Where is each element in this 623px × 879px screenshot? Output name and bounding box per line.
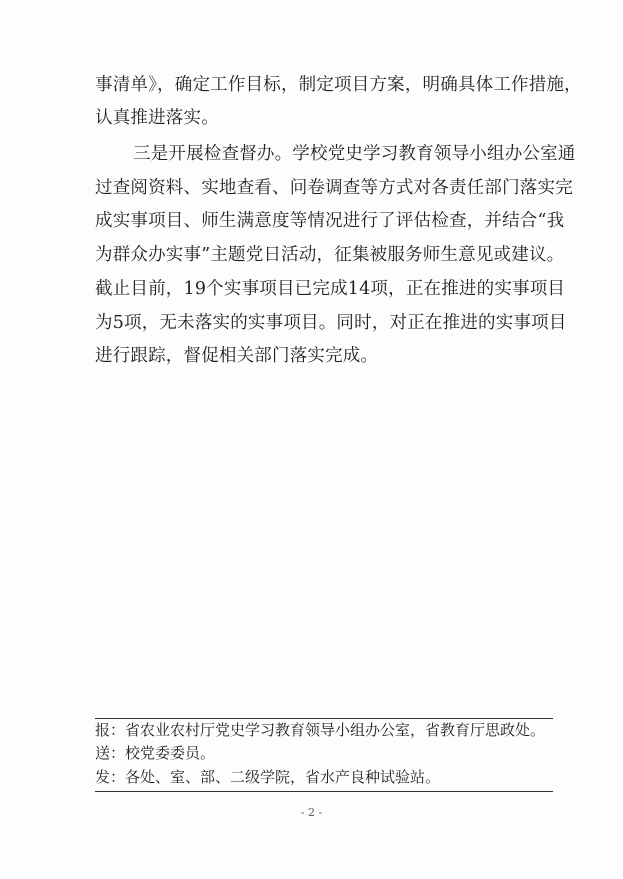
body-line-6: 为群众办实事”主题党日活动，征集被服务师生意见或建议。 <box>95 245 565 265</box>
report-to-line: 报：省农业农村厅党史学习教育领导小组办公室，省教育厅思政处。 <box>95 721 546 739</box>
body-line-8: 为5项，无未落实的实事项目。同时，对正在推进的实事项目 <box>95 313 567 333</box>
body-line-9: 进行跟踪，督促相关部门落实完成。 <box>95 346 379 366</box>
body-line-5: 成实事项目、师生满意度等情况进行了评估检查，并结合“我 <box>95 211 565 231</box>
send-to-line: 送：校党委委员。 <box>95 744 216 762</box>
body-line-1: 事清单》，确定工作目标，制定项目方案，明确具体工作措施， <box>95 75 582 95</box>
issue-to-line: 发：各处、室、部、二级学院，省水产良种试验站。 <box>95 768 441 786</box>
body-line-7: 截止目前，19个实事项目已完成14项，正在推进的实事项目 <box>95 279 566 299</box>
body-line-3: 三是开展检查督办。学校党史学习教育领导小组办公室通 <box>133 144 576 164</box>
body-line-4: 过查阅资料、实地查看、问卷调查等方式对各责任部门落实完 <box>95 178 573 198</box>
body-line-2: 认真推进落实。 <box>95 108 219 128</box>
page-number: - 2 - <box>300 806 323 819</box>
distribution-bottom-rule <box>95 791 553 792</box>
